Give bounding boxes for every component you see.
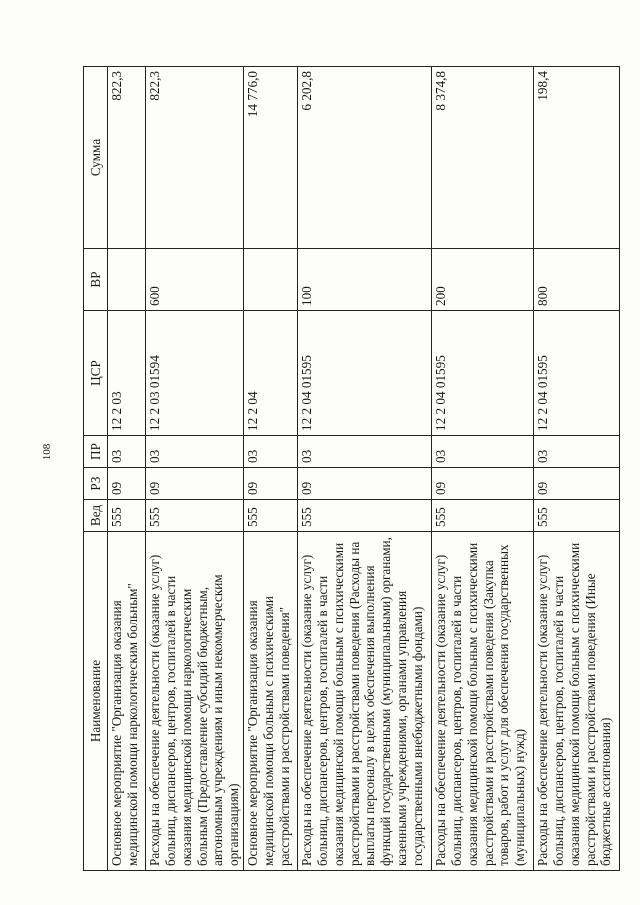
row-vr: 800 [534,249,620,311]
page-number: 108 [41,443,53,461]
row-name: Основное мероприятие "Организация оказания медицинской помощи больным с психическими расстройствами и расстройствами поведения" [244,532,298,871]
row-csr: 12 2 03 [108,311,146,436]
row-name: Расходы на обеспечение деятельности (оказание услуг) больниц, диспансеров, центров, госпиталей в части оказания медицинской помощи наркологическим больным (Предоставление субсидий бюджетным, автономным учреждениям и иным некоммерческим организациям) [146,532,244,871]
header-ved: Вед [84,500,108,532]
row-name: Расходы на обеспечение деятельности (оказание услуг) больниц, диспансеров, центров, госпиталей в части оказания медицинской помощи больным с психическими расстройствами и расстройствами поведения (Расходы на выплаты персоналу в целях обеспечения выполнения функций государственными (муниципальными) органами, казенными учреждениями, органами управления государственными внебюджетными фондами) [298,532,432,871]
row-ved: 555 [298,500,432,532]
row-csr: 12 2 04 01595 [432,311,534,436]
row-pr: 03 [244,436,298,468]
row-sum: 6 202,8 [298,67,432,249]
row-name: Основное мероприятие "Организация оказания медицинской помощи наркологическим больным" [108,532,146,871]
header-pr: ПР [84,436,108,468]
row-csr: 12 2 03 01594 [146,311,244,436]
header-name: Наименование [84,532,108,871]
table-row [108,67,146,871]
row-ved: 555 [534,500,620,532]
row-ved: 555 [432,500,534,532]
row-csr: 12 2 04 [244,311,298,436]
table-header-row [84,67,108,871]
row-vr [244,249,298,311]
row-vr: 600 [146,249,244,311]
header-csr: ЦСР [84,311,108,436]
row-sum: 14 776,0 [244,67,298,249]
row-csr: 12 2 04 01595 [534,311,620,436]
row-pr: 03 [298,436,432,468]
row-name: Расходы на обеспечение деятельности (оказание услуг) больниц, диспансеров, центров, госпиталей в части оказания медицинской помощи больным с психическими расстройствами и расстройствами поведения (Закупка товаров, работ и услуг для обеспечения государственных (муниципальных) нужд) [432,532,534,871]
row-rz: 09 [108,468,146,500]
row-sum: 822,3 [146,67,244,249]
row-vr: 200 [432,249,534,311]
row-vr: 100 [298,249,432,311]
row-sum: 8 374,8 [432,67,534,249]
row-pr: 03 [146,436,244,468]
row-vr [108,249,146,311]
row-rz: 09 [432,468,534,500]
table-row [244,67,298,871]
row-rz: 09 [298,468,432,500]
rotated-page-content [83,67,614,871]
row-csr: 12 2 04 01595 [298,311,432,436]
table-row [298,67,432,871]
row-ved: 555 [244,500,298,532]
row-sum: 822,3 [108,67,146,249]
table-row [146,67,244,871]
table-row [534,67,620,871]
header-sum: Сумма [84,67,108,249]
row-sum: 198,4 [534,67,620,249]
row-pr: 03 [432,436,534,468]
row-rz: 09 [534,468,620,500]
budget-table [83,66,620,871]
row-rz: 09 [244,468,298,500]
table-row [432,67,534,871]
row-pr: 03 [108,436,146,468]
row-name: Расходы на обеспечение деятельности (оказание услуг) больниц, диспансеров, центров, госпиталей в части оказания медицинской помощи больным с психическими расстройствами и расстройствами поведения (Иные бюджетные ассигнования) [534,532,620,871]
header-vr: ВР [84,249,108,311]
row-pr: 03 [534,436,620,468]
row-ved: 555 [146,500,244,532]
row-rz: 09 [146,468,244,500]
row-ved: 555 [108,500,146,532]
header-rz: РЗ [84,468,108,500]
